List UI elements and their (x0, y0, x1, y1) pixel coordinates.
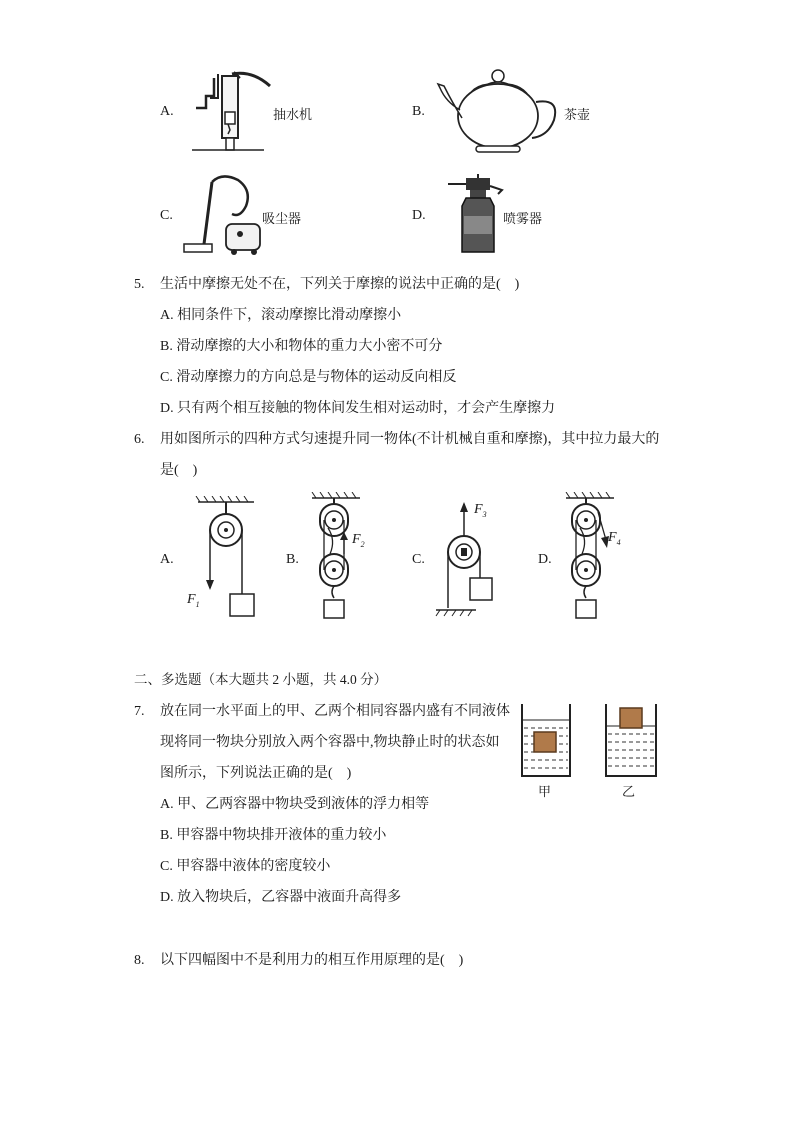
q6-option-d-letter: D. (538, 552, 552, 567)
q8-number: 8. (134, 953, 145, 968)
q6-stem-line-2: 是( ) (160, 463, 198, 478)
q7-stem-line-3: 图所示，下列说法正确的是( ) (160, 766, 352, 781)
q8-stem: 以下四幅图中不是利用力的相互作用原理的是( ) (160, 953, 464, 968)
q5-number: 5. (134, 277, 145, 292)
q4-option-b-caption: 茶壶 (564, 108, 591, 123)
q5-option-a: A. 相同条件下，滚动摩擦比滑动摩擦小 (160, 308, 402, 323)
q6-force-a-label: $F_1$ (187, 592, 200, 609)
water-pump-image (192, 68, 272, 156)
container-yi-diagram (602, 702, 660, 778)
teapot-image (436, 68, 564, 156)
q4-option-b-letter: B. (412, 104, 425, 119)
q6-force-d-label: $F_4$ (608, 530, 621, 547)
movable-pulley-diagram (432, 498, 504, 624)
q7-stem-line-1: 放在同一水平面上的甲、乙两个相同容器内盛有不同液体 (160, 704, 510, 719)
q7-option-c: C. 甲容器中液体的密度较小 (160, 859, 331, 874)
q7-number: 7. (134, 704, 145, 719)
pulley-block-b-diagram (306, 492, 378, 624)
q6-option-a-letter: A. (160, 552, 174, 567)
q4-option-d-letter: D. (412, 208, 426, 223)
q4-option-d-caption: 喷雾器 (503, 212, 543, 227)
q6-force-b-label: $F_2$ (352, 532, 365, 549)
pulley-block-d-diagram (560, 492, 632, 624)
container-yi-label: 乙 (622, 785, 636, 800)
container-jia-diagram (518, 702, 574, 778)
q6-number: 6. (134, 432, 145, 447)
q5-option-d: D. 只有两个相互接触的物体间发生相对运动时，才会产生摩擦力 (160, 401, 556, 416)
section-2-title: 二、多选题（本大题共 2 小题，共 4.0 分） (134, 672, 388, 687)
q4-option-c-caption: 吸尘器 (262, 212, 302, 227)
q7-stem-line-2: 现将同一物块分别放入两个容器中,物块静止时的状态如 (160, 735, 500, 750)
q5-option-c: C. 滑动摩擦力的方向总是与物体的运动反向相反 (160, 370, 457, 385)
q7-option-d: D. 放入物块后，乙容器中液面升高得多 (160, 890, 402, 905)
q7-option-b: B. 甲容器中物块排开液体的重力较小 (160, 828, 387, 843)
sprayer-image (448, 174, 506, 256)
q4-option-a-letter: A. (160, 104, 174, 119)
q6-option-c-letter: C. (412, 552, 425, 567)
q4-option-c-letter: C. (160, 208, 173, 223)
q5-option-b: B. 滑动摩擦的大小和物体的重力大小密不可分 (160, 339, 443, 354)
vacuum-cleaner-image (182, 172, 264, 258)
q6-force-c-label: $F_3$ (474, 502, 487, 519)
q5-stem: 生活中摩擦无处不在，下列关于摩擦的说法中正确的是( ) (160, 277, 520, 292)
q6-option-b-letter: B. (286, 552, 299, 567)
q6-stem-line-1: 用如图所示的四种方式匀速提升同一物体(不计机械自重和摩擦)，其中拉力最大的 (160, 432, 660, 447)
container-jia-label: 甲 (538, 785, 552, 800)
q4-option-a-caption: 抽水机 (273, 108, 313, 123)
q7-option-a: A. 甲、乙两容器中物块受到液体的浮力相等 (160, 797, 430, 812)
